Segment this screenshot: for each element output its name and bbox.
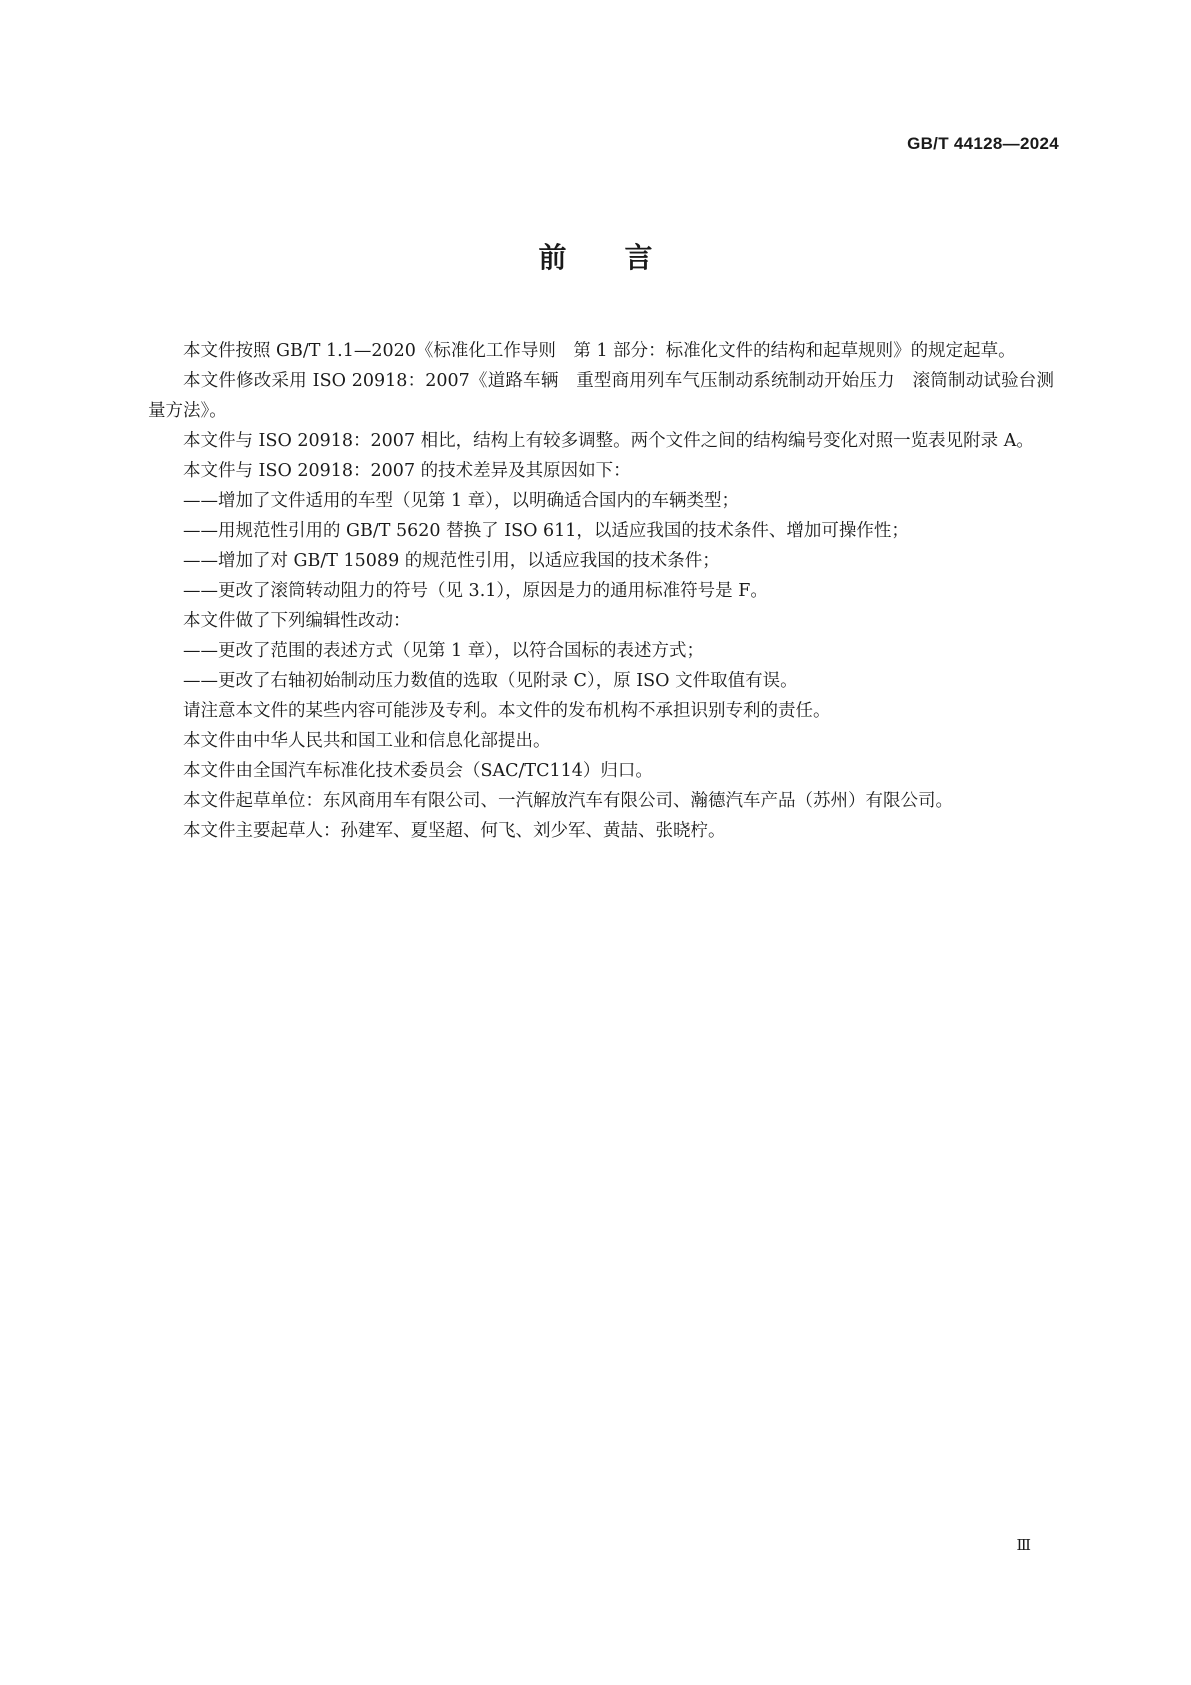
list-item-right-axle-value: ——更改了右轴初始制动压力数值的选取（见附录 C），原 ISO 文件取值有误。 xyxy=(183,671,798,691)
list-item-vehicle-types: ——增加了文件适用的车型（见第 1 章），以明确适合国内的车辆类型； xyxy=(183,491,740,511)
standard-code: GB/T 44128—2024 xyxy=(907,134,1059,153)
paragraph-committee: 本文件由全国汽车标准化技术委员会（SAC/TC114）归口。 xyxy=(183,761,653,781)
list-item-added-reference: ——增加了对 GB/T 15089 的规范性引用，以适应我国的技术条件； xyxy=(183,551,720,571)
list-item-reference-replacement: ——用规范性引用的 GB/T 5620 替换了 ISO 611，以适应我国的技术条件、增加可操作性； xyxy=(183,521,909,541)
paragraph-technical-differences: 本文件与 ISO 20918：2007 的技术差异及其原因如下： xyxy=(183,461,631,481)
list-item-symbol-change: ——更改了滚筒转动阻力的符号（见 3.1），原因是力的通用标准符号是 F。 xyxy=(183,581,768,601)
paragraph-proposer: 本文件由中华人民共和国工业和信息化部提出。 xyxy=(183,731,551,751)
paragraph-patent-notice: 请注意本文件的某些内容可能涉及专利。本文件的发布机构不承担识别专利的责任。 xyxy=(183,701,831,721)
foreword-body xyxy=(148,336,1054,846)
page-number: Ⅲ xyxy=(1016,1536,1031,1554)
paragraph-adoption: 本文件修改采用 ISO 20918：2007《道路车辆 重型商用列车气压制动系统制动开始压力 滚筒制动试验台测量方法》。 xyxy=(148,371,1054,421)
paragraph-drafters: 本文件主要起草人：孙建军、夏坚超、何飞、刘少军、黄喆、张晓柠。 xyxy=(183,821,726,841)
paragraph-editorial-changes: 本文件做了下列编辑性改动： xyxy=(183,611,411,631)
paragraph-drafting-organizations: 本文件起草单位：东风商用车有限公司、一汽解放汽车有限公司、瀚德汽车产品（苏州）有限公司。 xyxy=(183,791,953,811)
list-item-scope-wording: ——更改了范围的表述方式（见第 1 章），以符合国标的表述方式； xyxy=(183,641,705,661)
page-title: 前言 xyxy=(538,241,711,274)
paragraph-structure-changes: 本文件与 ISO 20918：2007 相比，结构上有较多调整。两个文件之间的结构编号变化对照一览表见附录 A。 xyxy=(183,431,1034,451)
paragraph-drafting-rules: 本文件按照 GB/T 1.1—2020《标准化工作导则 第 1 部分：标准化文件的结构和起草规则》的规定起草。 xyxy=(183,341,1016,361)
